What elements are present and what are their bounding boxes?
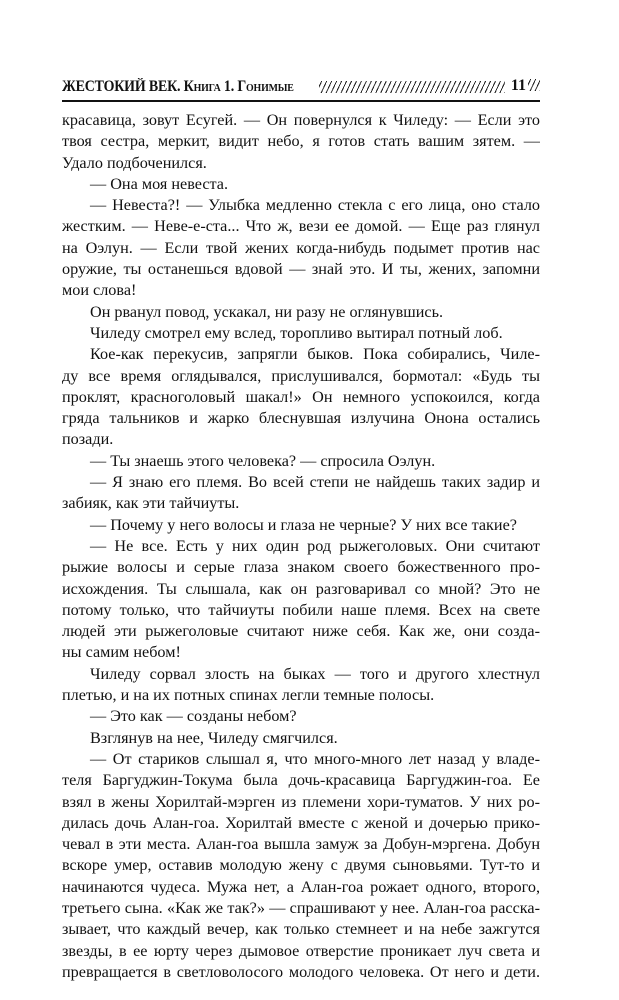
running-header — [62, 72, 540, 100]
text-line: начинаются чудеса. Мужа нет, а Алан-гоа рожает одного, второго, — [62, 877, 540, 896]
text-line: потому только, что тайчиуты побили наше племя. Всех на свете — [62, 600, 540, 619]
text-line: — Невеста?! — Улыбка медленно стекла с его лица, оно стало — [90, 196, 540, 215]
series-title: ЖЕСТОКИЙ ВЕК. — [62, 77, 184, 95]
text-line: красавица, зовут Есугей. — Он повернулся к Чиледу: — Если это — [62, 111, 540, 129]
text-line: позади. — [62, 430, 114, 449]
text-line: — Она моя невеста. — [90, 174, 229, 193]
text-line: гряда тальников и жарко блеснувшая излучина Онона остались — [62, 409, 540, 428]
text-line: ду все время оглядывался, прислушивался, бормотал: «Будь ты — [62, 366, 540, 385]
text-line: плетью, и на их потных спинах легли темные полосы. — [62, 686, 435, 705]
text-line: взял в жены Хорилтай-мэрген из племени хори-туматов. У них ро- — [62, 792, 540, 811]
book-subtitle: Книга 1. Гонимые — [183, 77, 294, 95]
text-line: Взглянув на нее, Чиледу смягчился. — [90, 728, 338, 747]
text-line: исхождения. Ты слышала, как он разговаривал со мной? Это не — [62, 579, 540, 598]
text-line: — Ты знаешь этого человека? — спросила Оэлун. — [90, 451, 436, 470]
header-rule — [62, 100, 540, 102]
text-line: — Я знаю его племя. Во всей степи не найдешь таких задир и — [90, 473, 540, 492]
header-hatch-ornament — [319, 81, 504, 93]
text-line: теля Баргуджин-Токума была дочь-красавица Баргуджин-гоа. Ее — [62, 771, 540, 790]
text-line: людей эти рыжеголовые считают ниже себя. Как же, они созда- — [62, 622, 540, 641]
text-line: вскоре умер, оставив молодую жену с двумя сыновьями. Тут-то и — [62, 856, 540, 875]
text-line: на Оэлун. — Если твой жених когда-нибудь подымет против нас — [62, 238, 540, 257]
text-line: оружие, ты останешься вдовой — знай это. И ты, жених, запомни — [62, 260, 540, 279]
text-line: третьего сына. «Как же так?» — спрашивают у нее. Алан-гоа расска- — [62, 898, 540, 917]
page-number: 11 — [510, 77, 526, 94]
text-line: Чиледу сорвал злость на быках — того и другого хлестнул — [90, 664, 540, 683]
text-line: дилась дочь Алан-гоа. Хорилтай вместе с женой и дочерью прико- — [62, 813, 540, 832]
page-number-block — [511, 78, 540, 100]
text-line: — Не все. Есть у них один род рыжеголовых. Они считают — [90, 536, 540, 555]
text-line: жестким. — Неве-е-ста... Что ж, вези ее домой. — Еще раз глянул — [62, 217, 540, 236]
text-line: рыжие волосы и серые глаза знаком своего божественного про- — [62, 558, 540, 577]
text-line: мои слова! — [62, 281, 137, 300]
text-line: проклят, красноголовый шакал!» Он немного успокоился, когда — [62, 387, 540, 406]
text-line: Чиледу смотрел ему вслед, торопливо вытирал потный лоб. — [90, 323, 503, 342]
text-line: Удало подбоченился. — [62, 153, 207, 172]
book-title — [62, 79, 294, 101]
text-line: — От стариков слышал я, что много-много лет назад у владе- — [90, 749, 540, 768]
text-line: ны самим небом! — [62, 643, 181, 662]
page-number-hatch-ornament — [528, 79, 540, 91]
body-text — [62, 110, 540, 983]
text-line: зывает, что каждый вечер, как только стемнеет и на небе зажгутся — [62, 920, 540, 939]
text-line: превращается в светловолосого молодого человека. От него и дети. — [62, 962, 540, 981]
text-line: звезды, в ее юрту через дымовое отверстие проникает луч света и — [62, 941, 540, 960]
text-line: забияк, как эти тайчиуты. — [62, 494, 240, 513]
text-line: — Почему у него волосы и глаза не черные? У них все такие? — [90, 515, 517, 534]
text-line: чевал в эти места. Алан-гоа вышла замуж за Добун-мэргена. Добун — [62, 835, 540, 854]
text-line: Он рванул повод, ускакал, ни разу не оглянувшись. — [90, 302, 444, 321]
text-line: — Это как — созданы небом? — [90, 707, 297, 726]
text-line: твоя сестра, меркит, видит небо, я готов стать вашим зятем. — — [62, 132, 540, 151]
text-line: Кое-как перекусив, запрягли быков. Пока собирались, Чиле- — [90, 345, 540, 364]
